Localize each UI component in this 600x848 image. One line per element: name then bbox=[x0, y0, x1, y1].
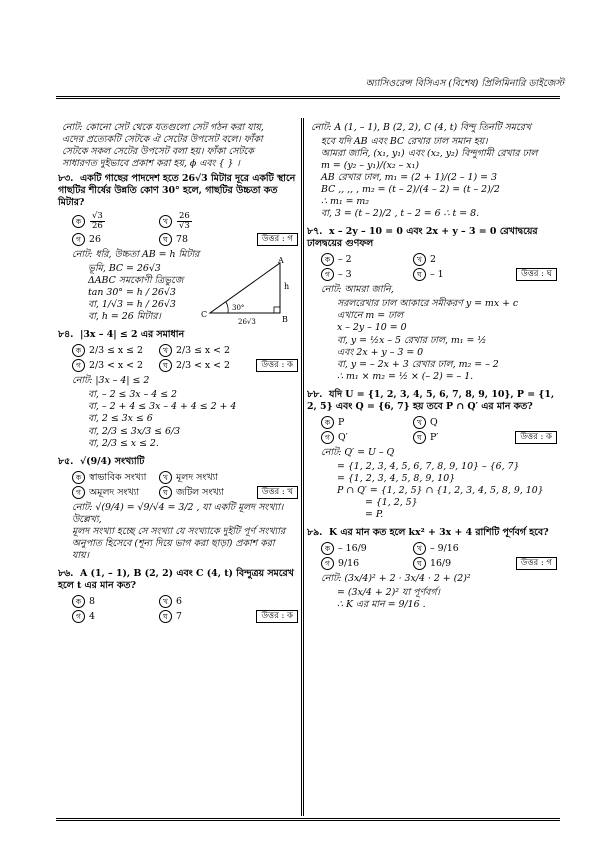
option-83-ka[interactable]: ক $\frac{√3}{26}$ bbox=[72, 212, 159, 231]
option-84-ga[interactable]: গ 2/3 < x < 2 bbox=[72, 359, 159, 372]
solution-86: নোট: A (1, – 1), B (2, 2), C (4, t) বিন্দু তিনটি সমরেখ হবে যদি AB এবং BC রেখার ঢাল সমান হয়। আমরা জানি, (x₁, y₁) এবং (x₂, y₂) বিন্দুগামী রেখার ঢাল m = (y₂ – y₁)/(x₂ – x₁) AB রেখার ঢাল, m₁ = (2 + 1)/(2 – 1) = 3 BC ,, ,, , m₂ = (t – 2)/(4 – 2) = (t – 2)/2 ∴ m₁ = m₂ বা, 3 = (t – 2)/2 , t – 2 = 6 ∴ t = 8. bbox=[311, 122, 538, 220]
option-87-ka[interactable]: ক – 2 bbox=[321, 253, 413, 266]
bottom-rule bbox=[56, 818, 560, 821]
option-89-ga[interactable]: গ 9/16 bbox=[321, 557, 413, 570]
solution-88: নোট: Q′ = U – Q = {1, 2, 3, 4, 5, 6, 7, 8, 9, 10} – {6, 7} = {1, 2, 3, 4, 5, 8, 9, 10} P ∩ Q′ = {1, 2, 5} ∩ {1, 2, 3, 4, 5, 8, 9, 10} = {1, 2, 5} = P. bbox=[321, 446, 544, 520]
option-83-kha[interactable]: খ $\frac{26}{√3}$ bbox=[159, 212, 246, 231]
option-84-ka[interactable]: ক 2/3 ≤ x ≤ 2 bbox=[72, 344, 159, 357]
top-rule bbox=[56, 96, 560, 99]
answer-87: উত্তর : ঘ bbox=[516, 268, 557, 281]
question-86: ৮৬. A (1, – 1), B (2, 2) এবং C (4, t) বিন্দুত্রয় সমরেখ হলে t এর মান কত? bbox=[58, 567, 294, 591]
answer-89: উত্তর : গ bbox=[516, 557, 557, 570]
options-84 bbox=[72, 344, 298, 372]
option-86-kha[interactable]: খ 6 bbox=[159, 595, 246, 608]
option-84-kha[interactable]: খ 2/3 ≤ x < 2 bbox=[159, 344, 246, 357]
vertex-c: C bbox=[201, 310, 208, 320]
option-88-kha[interactable]: খ Q bbox=[413, 416, 505, 429]
solution-89: নোট: (3x/4)² + 2 · 3x/4 · 2 + (2)² = (3x/4 + 2)² যা পূর্ণবর্গ। ∴ K এর মান = 9/16 . bbox=[321, 573, 471, 611]
options-87 bbox=[321, 253, 557, 281]
question-88: ৮৮. যদি U = {1, 2, 3, 4, 5, 6, 7, 8, 9, 10}, P = {1, 2, 5} এবং Q = {6, 7} হয় তবে P ∩ Q′ এর মান কত? bbox=[307, 388, 555, 412]
solution-83: নোট: ধরি, উচ্চতা AB = h মিটার ভূমি, BC = 26√3 ΔABC সমকোণী ত্রিভুজে tan 30° = h / 26√3 বা, 1/√3 = h / 26√3 বা, h = 26 মিটার। A B C h 30° 26√3 bbox=[58, 249, 298, 323]
option-85-gha[interactable]: ঘ জটিল সংখ্যা bbox=[159, 486, 246, 499]
option-87-kha[interactable]: খ 2 bbox=[413, 253, 505, 266]
base-label: 26√3 bbox=[238, 318, 256, 327]
options-86 bbox=[72, 595, 298, 623]
solution-87: নোট: আমরা জানি, সরলরেখার ঢাল আকারে সমীকরণ y = mx + c এখানে m = ঢাল x – 2y – 10 = 0 বা, y = ½x – 5 রেখার ঢাল, m₁ = ½ এবং 2x + y – 3 = 0 বা, y = – 2x + 3 রেখার ঢাল, m₂ = – 2 ∴ m₁ × m₂ = ½ × (– 2) = – 1. bbox=[321, 284, 519, 382]
options-89 bbox=[321, 542, 557, 570]
vertex-b: B bbox=[282, 315, 288, 325]
triangle-figure bbox=[198, 257, 298, 327]
answer-88: উত্তর : ক bbox=[515, 431, 557, 444]
answer-83: উত্তর : গ bbox=[257, 233, 298, 246]
vertex-a: A bbox=[278, 257, 284, 266]
question-89: ৮৯. K এর মান কত হলে kx² + 3x + 4 রাশিটি পূর্ণবর্গ হবে? bbox=[307, 526, 549, 538]
angle-label: 30° bbox=[232, 304, 245, 313]
option-88-ga[interactable]: গ Q′ bbox=[321, 431, 413, 444]
option-86-ka[interactable]: ক 8 bbox=[72, 595, 159, 608]
option-83-gha[interactable]: ঘ 78 bbox=[159, 233, 246, 246]
option-87-gha[interactable]: ঘ – 1 bbox=[413, 268, 505, 281]
column-divider bbox=[301, 118, 304, 816]
left-column bbox=[58, 120, 298, 626]
side-h: h bbox=[284, 282, 290, 292]
question-87: ৮৭. x – 2y – 10 = 0 এবং 2x + y – 3 = 0 রেখাদ্বয়ের ঢালদ্বয়ের গুণফল bbox=[307, 226, 538, 250]
options-83 bbox=[72, 212, 298, 246]
option-87-ga[interactable]: গ – 3 bbox=[321, 268, 413, 281]
option-86-ga[interactable]: গ 4 bbox=[72, 610, 159, 623]
question-84: ৮৪. |3x – 4| ≤ 2 এর সমাধান bbox=[58, 329, 185, 341]
solution-84: নোট: |3x – 4| ≤ 2 বা, – 2 ≤ 3x – 4 ≤ 2 বা, – 2 + 4 ≤ 3x – 4 + 4 ≤ 2 + 4 বা, 2 ≤ 3x ≤ 6 বা, 2/3 ≤ 3x/3 ≤ 6/3 বা, 2/3 ≤ x ≤ 2. bbox=[72, 375, 237, 449]
option-89-gha[interactable]: ঘ 16/9 bbox=[413, 557, 505, 570]
options-88 bbox=[321, 416, 557, 444]
note-empty-set: নোট: কোনো সেট থেকে যতগুলো সেট গঠন করা যায়, এদের প্রত্যেকটি সেটকে ঐ সেটের উপসেট বলে। ফাঁকা সেটকে সকল সেটের উপসেট বলা হয়। ফাঁকা সেটকে সাধারণত দুইভাবে প্রকাশ করা হয়, ϕ এবং { } । bbox=[62, 122, 264, 170]
question-85: ৮৫. √(9/4) সংখ্যাটি bbox=[58, 455, 145, 467]
option-88-gha[interactable]: ঘ P′ bbox=[413, 431, 505, 444]
right-column bbox=[307, 120, 557, 611]
solution-85: নোট: √(9/4) = √9/√4 = 3/2 , যা একটি মূলদ সংখ্যা। উল্লেখ্য, মূলদ সংখ্যা হচ্ছে সে সংখ্যা যে সংখ্যাকে দুইটি পূর্ণ সংখ্যার অনুপাত হিসেবে (শূন্য দিয়ে ভাগ করা ছাড়া) প্রকাশ করা যায়। bbox=[72, 501, 286, 561]
option-85-ka[interactable]: ক স্বাভাবিক সংখ্যা bbox=[72, 471, 159, 484]
option-89-ka[interactable]: ক – 16/9 bbox=[321, 542, 413, 555]
option-89-kha[interactable]: খ – 9/16 bbox=[413, 542, 505, 555]
option-88-ka[interactable]: ক P bbox=[321, 416, 413, 429]
options-85 bbox=[72, 471, 298, 499]
answer-84: উত্তর : ক bbox=[256, 359, 298, 372]
option-86-gha[interactable]: ঘ 7 bbox=[159, 610, 246, 623]
answer-85: উত্তর : খ bbox=[257, 486, 298, 499]
question-83: ৮৩. একটি গাছের পাদদেশ হতে 26√3 মিটার দূরে একটি স্থানে গাছটির শীর্ষের উন্নতি কোণ 30° হলে, গাছটির উচ্চতা কত মিটার? bbox=[58, 173, 296, 209]
option-85-kha[interactable]: খ মূলদ সংখ্যা bbox=[159, 471, 246, 484]
option-85-ga[interactable]: গ অমূলদ সংখ্যা bbox=[72, 486, 159, 499]
running-header: অ্যাসিওরেন্স বিসিএস (বিশেষ) প্রিলিমিনারি ডাইজেস্ট bbox=[365, 78, 564, 89]
option-83-ga[interactable]: গ 26 bbox=[72, 233, 159, 246]
answer-86: উত্তর : ক bbox=[256, 610, 298, 623]
option-84-gha[interactable]: ঘ 2/3 < x < 2 bbox=[159, 359, 246, 372]
